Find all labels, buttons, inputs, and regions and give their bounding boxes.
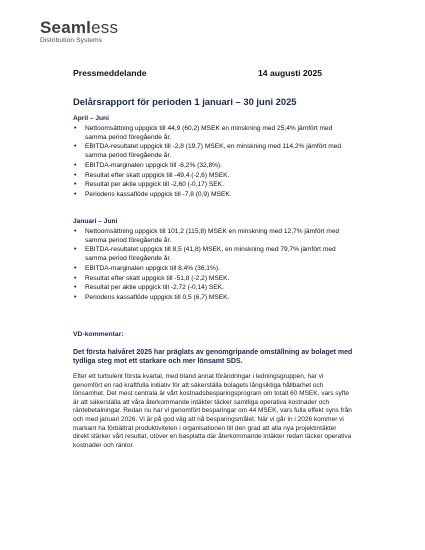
company-logo — [40, 18, 118, 45]
list-item: • Nettoomsättning uppgick till 101,2 (115,8) MSEK en minskning med 12,7% jämfört med samma period föregående år. — [73, 228, 343, 245]
list-item: • Resultat efter skatt uppgick till -51,8 (-2,2) MSEK. — [73, 275, 343, 284]
section-heading-q2: April – Juni — [73, 115, 109, 122]
bullet-list-q2 — [73, 125, 343, 201]
document-type: Pressmeddelande — [73, 68, 147, 78]
ceo-comment-lead: Det första halvåret 2025 har präglats av genomgripande omställning av bolaget med tydliga steg mot ett starkare och mer lönsamt SDS. — [73, 349, 353, 365]
list-item: • EBITDA-resultatet uppgick till 8,5 (41,8) MSEK, en minskning med 79,7% jämfört med samma period föregående år. — [73, 246, 343, 263]
list-item: • Resultat efter skatt uppgick till -49,4 (-2,6) MSEK. — [73, 172, 343, 181]
ceo-comment-body: Efter ett turbulent första kvartal, med bland annat förändringar i ledningsgruppen, har vi genomfört en rad kraftfulla initiativ för att säkerställa bolagets långsiktiga hållbarhet och lönsamhet. Det mest centrala är vårt kostnadsbesparingsprogram om totalt 60 MSEK, vars syfte är att säkerställa att våra återkommande intäkter täcker samtliga operativa kostnader och räntebetalningar. Redan nu har vi genomfört besparingar om 44 MSEK, vars fulla effekt syns från och med januari 2026. Vi är på god väg att nå besparingsmålet. När vi går in i 2026 kommer vi markant ha förbättrat produktiviteten i organisationen till den grad att alla nya projektintäkter direkt stärker vårt resultat, utöver en basplatta där återkommande intäkter redan täcker operativa kostnader och räntor. — [73, 373, 352, 449]
list-item: • Periodens kassaflöde uppgick till -7,8 (0,9) MSEK. — [73, 191, 343, 200]
list-item: • Resultat per aktie uppgick till -2,72 (-0,14) SEK. — [73, 284, 343, 293]
logo-word-bold: Seaml — [40, 18, 92, 37]
report-title: Delårsrapport för perioden 1 januari – 30 juni 2025 — [73, 96, 297, 107]
release-date: 14 augusti 2025 — [258, 68, 323, 78]
section-heading-h1: Januari – Juni — [73, 218, 118, 225]
list-item: • Resultat per aktie uppgick till -2,60 (-0,17) SEK. — [73, 181, 343, 190]
ceo-comment-heading: VD-kommentar: — [73, 331, 124, 338]
list-item: • Nettoomsättning uppgick till 44,9 (60,2) MSEK en minskning med 25,4% jämfört med samma period föregående år. — [73, 125, 343, 142]
list-item: • Periodens kassaflöde uppgick till 0,5 (6,7) MSEK. — [73, 294, 343, 303]
bullet-list-h1 — [73, 228, 343, 304]
list-item: • EBITDA-marginalen uppgick till -6,2% (32,8%). — [73, 162, 343, 171]
logo-word-light: ess — [91, 18, 119, 37]
list-item: • EBITDA-marginalen uppgick till 8,4% (36,1%). — [73, 265, 343, 274]
logo-wordmark — [40, 18, 118, 37]
list-item: • EBITDA-resultatet uppgick till -2,8 (19,7) MSEK, en minskning med 114,2% jämfört med samma period föregående år. — [73, 143, 343, 160]
logo-tagline: Distribution Systems — [40, 37, 103, 44]
